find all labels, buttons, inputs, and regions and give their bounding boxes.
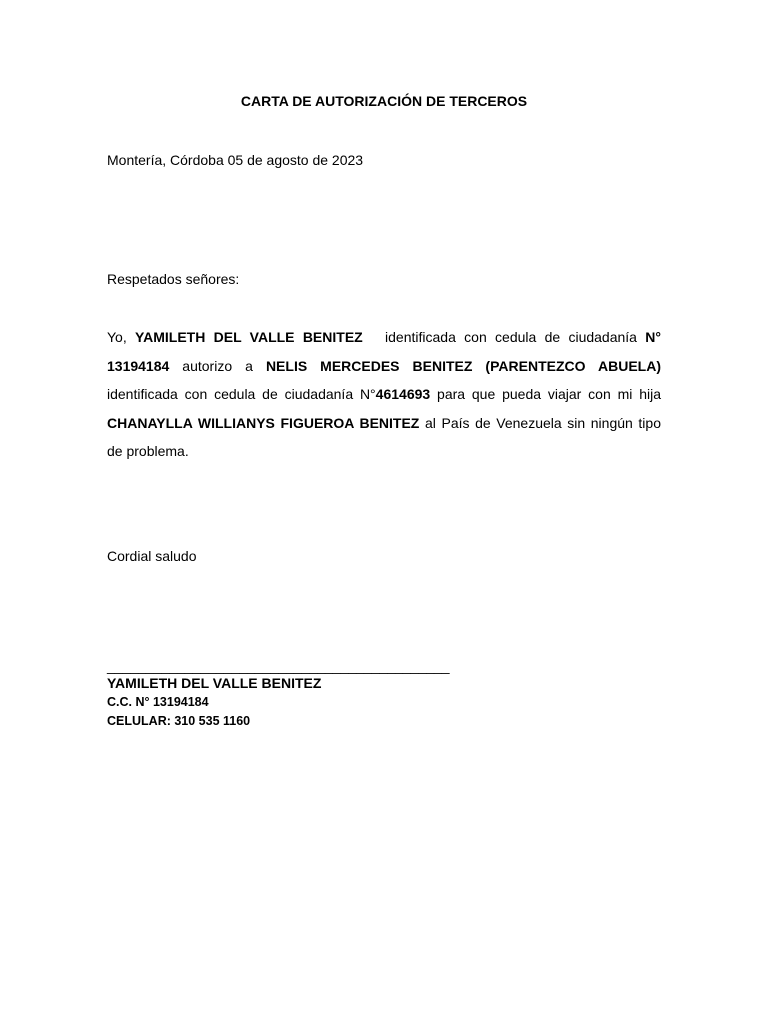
body-text-1: Yo, — [107, 329, 136, 345]
signature-phone: CELULAR: 310 535 1160 — [107, 714, 251, 728]
authorization-paragraph — [107, 323, 661, 466]
document-title: CARTA DE AUTORIZACIÓN DE TERCEROS — [240, 93, 528, 109]
authorizer-id: N° 13194184 — [107, 329, 661, 374]
body-text-4: identificada con cedula de ciudadanía N° — [107, 386, 376, 402]
greeting: Respetados señores: — [107, 271, 240, 287]
signature-line: ____________________________________________ — [107, 658, 450, 674]
authorized-person-id: 4614693 — [375, 386, 431, 402]
signature-name: YAMILETH DEL VALLE BENITEZ — [107, 675, 322, 691]
place-and-date: Montería, Córdoba 05 de agosto de 2023 — [107, 152, 364, 168]
body-text-6: al País de Venezuela sin ningún tipo de problema. — [107, 414, 661, 459]
signature-id: C.C. N° 13194184 — [107, 695, 209, 709]
body-text-5: para que pueda viajar con mi hija — [430, 386, 661, 402]
minor-name: CHANAYLLA WILLIANYS FIGUEROA BENITEZ — [107, 414, 420, 431]
body-text-3: autorizo a — [169, 357, 266, 374]
body-text-2: identificada con cedula de ciudadanía — [376, 329, 646, 345]
authorized-person-name: NELIS MERCEDES BENITEZ (PARENTEZCO ABUELA) — [265, 357, 661, 374]
closing: Cordial saludo — [107, 548, 197, 564]
authorizer-name: YAMILETH DEL VALLE BENITEZ — [135, 329, 363, 345]
